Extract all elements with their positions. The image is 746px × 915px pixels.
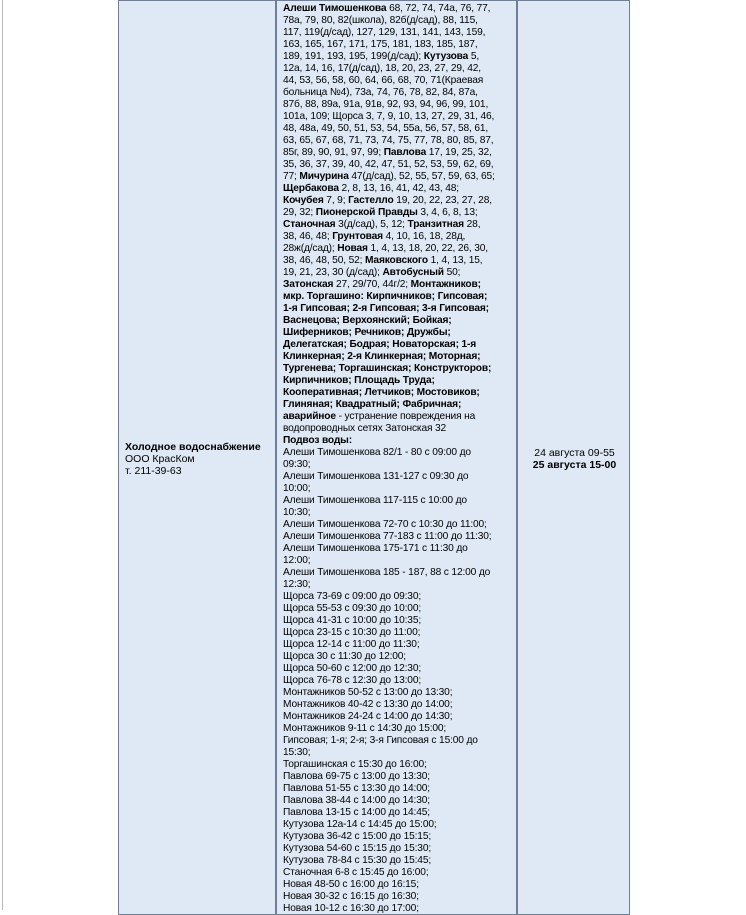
address-segment: Шиферников; Речников; Дружбы;	[283, 327, 451, 338]
address-segment: 101а, 109; Щорса 3, 7, 9, 10, 13, 27, 29, 31, 46,	[283, 111, 495, 122]
period-info	[518, 447, 631, 471]
address-line	[283, 699, 516, 711]
address-segment: 12:30;	[283, 579, 311, 590]
address-line	[283, 543, 516, 555]
address-segment: Новая 10-12 с 16:30 до 17:00;	[283, 903, 419, 914]
address-segment: 50;	[443, 267, 461, 278]
address-segment: 28ж(д/сад);	[283, 243, 338, 254]
address-line	[283, 183, 516, 195]
service-name: Холодное водоснабжение	[125, 441, 261, 453]
address-line	[283, 807, 516, 819]
address-segment: 27, 29/70, 44г/2;	[333, 279, 411, 290]
address-segment: Гипсовая; 1-я; 2-я; 3-я Гипсовая с 15:00 до	[283, 735, 478, 746]
address-segment: Монтажников 40-42 с 13:30 до 14:00;	[283, 699, 453, 710]
address-segment: Алеши Тимошенкова 175-171 с 11:30 до	[283, 543, 468, 554]
address-segment: 3, 4, 6, 8, 13;	[417, 207, 478, 218]
address-segment: 44, 53, 56, 58, 60, 64, 66, 68, 70, 71(Краевая	[283, 75, 484, 86]
address-segment: Станочная 6-8 с 15:45 до 16:00;	[283, 867, 429, 878]
address-segment: Транзитная	[407, 219, 464, 230]
address-line	[283, 783, 516, 795]
address-line	[283, 171, 516, 183]
address-segment: Алеши Тимошенкова 77-183 с 11:00 до 11:30;	[283, 531, 492, 542]
address-segment: мкр. Торгашино: Кирпичников; Гипсовая;	[283, 291, 488, 302]
address-segment: Павлова 69-75 с 13:00 до 13:30;	[283, 771, 430, 782]
period-end: 25 августа 15-00	[532, 459, 617, 471]
address-segment: Грунтовая	[332, 231, 383, 242]
address-segment: 3(д/сад), 5, 12;	[335, 219, 408, 230]
address-line	[283, 315, 516, 327]
address-segment: 10:00;	[283, 483, 311, 494]
address-line	[283, 387, 516, 399]
address-line	[283, 423, 516, 435]
address-segment: Торгашинская с 15:30 до 16:00;	[283, 759, 427, 770]
address-line	[283, 519, 516, 531]
address-line	[283, 591, 516, 603]
address-segment: 63, 65, 67, 68, 71, 73, 74, 75, 77, 78, 80, 85, 87,	[283, 135, 494, 146]
address-line	[283, 639, 516, 651]
address-line	[283, 759, 516, 771]
address-line	[283, 903, 516, 915]
address-segment: Пионерской Правды	[315, 207, 418, 218]
address-line	[283, 51, 516, 63]
address-line	[283, 99, 516, 111]
address-line	[283, 531, 516, 543]
address-segment: Щорса 73-69 с 09:00 до 09:30;	[283, 591, 422, 602]
address-segment: Гастелло	[348, 195, 394, 206]
address-line	[283, 795, 516, 807]
address-segment: Мичурина	[299, 171, 349, 182]
address-line	[283, 87, 516, 99]
address-line	[283, 15, 516, 27]
address-line	[283, 867, 516, 879]
address-segment: Щорса 55-53 с 09:30 до 10:00;	[283, 603, 422, 614]
address-segment: Павлова	[383, 147, 427, 158]
address-segment: Алеши Тимошенкова	[283, 3, 387, 14]
address-line	[283, 495, 516, 507]
address-segment: Васнецова; Верхоянский; Бойкая;	[283, 315, 452, 326]
address-line	[283, 579, 516, 591]
address-segment: 2, 8, 13, 16, 41, 42, 43, 48;	[338, 183, 459, 194]
address-segment: Новая 48-50 с 16:00 до 16:15;	[283, 879, 419, 890]
address-line	[283, 615, 516, 627]
address-line	[283, 111, 516, 123]
address-line	[283, 375, 516, 387]
service-company: ООО КрасКом	[125, 453, 195, 465]
address-segment: 12:00;	[283, 555, 311, 566]
address-segment: 17, 19, 25, 32,	[426, 147, 492, 158]
address-line	[283, 891, 516, 903]
address-segment: Кутузова 12а-14 с 14:45 до 15:00;	[283, 819, 437, 830]
address-line	[283, 771, 516, 783]
address-line	[283, 507, 516, 519]
address-segment: Монтажников;	[410, 279, 481, 290]
address-line	[283, 279, 516, 291]
address-segment: Кооперативная; Летчиков; Мостовиков;	[283, 387, 480, 398]
address-segment: 117, 119(д/сад), 127, 129, 131, 141, 143, 159,	[283, 27, 486, 38]
address-segment: Монтажников 50-52 с 13:00 до 13:30;	[283, 687, 453, 698]
address-line	[283, 843, 516, 855]
address-segment: Павлова 13-15 с 14:00 до 14:45;	[283, 807, 430, 818]
address-line	[283, 675, 516, 687]
address-line	[283, 159, 516, 171]
address-segment: Новая	[337, 243, 368, 254]
address-segment: 78а, 79, 80, 82(школа), 82б(д/сад), 88, 115,	[283, 15, 478, 26]
address-line	[283, 231, 516, 243]
address-segment: 28,	[463, 219, 481, 230]
address-line	[283, 723, 516, 735]
address-segment: 35, 36, 37, 39, 40, 42, 47, 51, 52, 53, 59, 62, 69,	[283, 159, 494, 170]
address-segment: 7, 9;	[323, 195, 349, 206]
address-segment: Делегатская; Бодрая; Новаторская; 1-я	[283, 339, 477, 350]
address-line	[283, 447, 516, 459]
address-segment: Клинкерная; 2-я Клинкерная; Моторная;	[283, 351, 481, 362]
address-line	[283, 627, 516, 639]
address-segment: 19, 20, 22, 23, 27, 28,	[393, 195, 492, 206]
addresses-text	[283, 3, 516, 915]
page-edge-rule	[2, 0, 3, 910]
address-segment: Алеши Тимошенкова 131-127 с 09:30 до	[283, 471, 469, 482]
address-segment: 5,	[468, 51, 480, 62]
address-line	[283, 303, 516, 315]
address-segment: Кутузова 36-42 с 15:00 до 15:15;	[283, 831, 432, 842]
address-segment: 09:30;	[283, 459, 311, 470]
address-line	[283, 207, 516, 219]
address-segment: - устранение повреждения на	[335, 411, 476, 422]
address-segment: водопроводных сетях Затонская 32	[283, 423, 447, 434]
address-segment: Автобусный	[382, 267, 444, 278]
address-segment: 1-я Гипсовая; 2-я Гипсовая; 3-я Гипсовая;	[283, 303, 489, 314]
address-segment: Монтажников 24-24 с 14:00 до 14:30;	[283, 711, 453, 722]
address-segment: 10:30;	[283, 507, 311, 518]
address-segment: Новая 30-32 с 16:15 до 16:30;	[283, 891, 419, 902]
address-line	[283, 63, 516, 75]
address-segment: Маяковского	[364, 255, 428, 266]
period-cell	[517, 0, 630, 915]
address-line	[283, 819, 516, 831]
address-line	[283, 195, 516, 207]
address-segment: 19, 21, 23, 30 (д/сад);	[283, 267, 383, 278]
address-segment: Затонская	[283, 279, 334, 290]
address-segment: Подвоз воды:	[283, 435, 352, 446]
address-line	[283, 339, 516, 351]
addresses-cell	[276, 0, 517, 915]
address-segment: Щорса 50-60 с 12:00 до 12:30;	[283, 663, 422, 674]
address-segment: Щорса 30 с 11:30 до 12:00;	[283, 651, 406, 662]
address-line	[283, 747, 516, 759]
address-segment: 163, 165, 167, 171, 175, 181, 183, 185, 187,	[283, 39, 478, 50]
address-line	[283, 411, 516, 423]
address-segment: 29, 32;	[283, 207, 316, 218]
address-line	[283, 243, 516, 255]
address-segment: 85г, 89, 90, 91, 97, 99;	[283, 147, 384, 158]
address-segment: Кутузова 54-60 с 15:15 до 15:30;	[283, 843, 432, 854]
address-line	[283, 363, 516, 375]
address-line	[283, 735, 516, 747]
address-segment: Кутузова	[423, 51, 469, 62]
address-line	[283, 75, 516, 87]
address-line	[283, 831, 516, 843]
address-line	[283, 687, 516, 699]
address-line	[283, 435, 516, 447]
address-segment: Станочная	[283, 219, 336, 230]
address-line	[283, 267, 516, 279]
address-line	[283, 255, 516, 267]
address-line	[283, 459, 516, 471]
address-segment: Глиняная; Квадратный; Фабричная;	[283, 399, 462, 410]
address-segment: Щорса 41-31 с 10:00 до 10:35;	[283, 615, 422, 626]
address-line	[283, 879, 516, 891]
address-segment: Щербакова	[283, 183, 339, 194]
address-segment: Щорса 76-78 с 12:30 до 13:00;	[283, 675, 422, 686]
address-line	[283, 651, 516, 663]
address-segment: 38, 46, 48;	[283, 231, 333, 242]
address-segment: Алеши Тимошенкова 185 - 187, 88 с 12:00 до	[283, 567, 491, 578]
address-segment: 48, 48а, 49, 50, 51, 53, 54, 55а, 56, 57, 58, 61,	[283, 123, 489, 134]
address-segment: Кутузова 78-84 с 15:30 до 15:45;	[283, 855, 432, 866]
address-segment: 1, 4, 13, 15,	[427, 255, 483, 266]
service-info	[125, 441, 275, 477]
address-segment: 1, 4, 13, 18, 20, 22, 26, 30,	[367, 243, 488, 254]
address-segment: Монтажников 9-11 с 14:30 до 15:00;	[283, 723, 447, 734]
address-segment: 4, 10, 16, 18, 28д,	[382, 231, 466, 242]
address-segment: 47(д/сад), 52, 55, 57, 59, 63, 65;	[348, 171, 495, 182]
address-line	[283, 291, 516, 303]
address-segment: Щорса 12-14 с 11:00 до 11:30;	[283, 639, 420, 650]
address-segment: 87б, 88, 89а, 91а, 91в, 92, 93, 94, 96, 99, 101,	[283, 99, 489, 110]
address-segment: Павлова 38-44 с 14:00 до 14:30;	[283, 795, 430, 806]
address-segment: Павлова 51-55 с 13:30 до 14:00;	[283, 783, 430, 794]
address-line	[283, 483, 516, 495]
address-line	[283, 351, 516, 363]
address-line	[283, 855, 516, 867]
service-cell	[118, 0, 276, 915]
address-segment: больница №4), 73а, 74, 76, 78, 82, 84, 87а,	[283, 87, 478, 98]
address-segment: 15:30;	[283, 747, 311, 758]
period-start: 24 августа 09-55	[534, 447, 615, 459]
address-line	[283, 3, 516, 15]
address-line	[283, 39, 516, 51]
address-line	[283, 123, 516, 135]
address-segment: 189, 191, 193, 195, 199(д/сад);	[283, 51, 424, 62]
address-line	[283, 711, 516, 723]
address-line	[283, 147, 516, 159]
address-line	[283, 567, 516, 579]
address-segment: Щорса 23-15 с 10:30 до 11:00;	[283, 627, 421, 638]
address-segment: Алеши Тимошенкова 82/1 - 80 с 09:00 до	[283, 447, 471, 458]
address-segment: Алеши Тимошенкова 72-70 с 10:30 до 11:00;	[283, 519, 487, 530]
address-line	[283, 27, 516, 39]
address-line	[283, 663, 516, 675]
address-segment: Тургенева; Торгашинская; Конструкторов;	[283, 363, 492, 374]
address-segment: Кочубея	[283, 195, 324, 206]
address-segment: Кирпичников; Площадь Труда;	[283, 375, 435, 386]
address-line	[283, 399, 516, 411]
address-line	[283, 135, 516, 147]
address-segment: 38, 46, 48, 50, 52;	[283, 255, 365, 266]
service-phone: т. 211-39-63	[125, 465, 182, 477]
address-segment: 77;	[283, 171, 300, 182]
address-segment: 12а, 14, 16, 17(д/сад), 18, 20, 23, 27, 29, 42,	[283, 63, 481, 74]
address-line	[283, 327, 516, 339]
address-segment: 68, 72, 74, 74а, 76, 77,	[386, 3, 491, 14]
address-line	[283, 555, 516, 567]
address-line	[283, 603, 516, 615]
address-segment: аварийное	[283, 411, 336, 422]
address-segment: Алеши Тимошенкова 117-115 с 10:00 до	[283, 495, 467, 506]
address-line	[283, 219, 516, 231]
address-line	[283, 471, 516, 483]
